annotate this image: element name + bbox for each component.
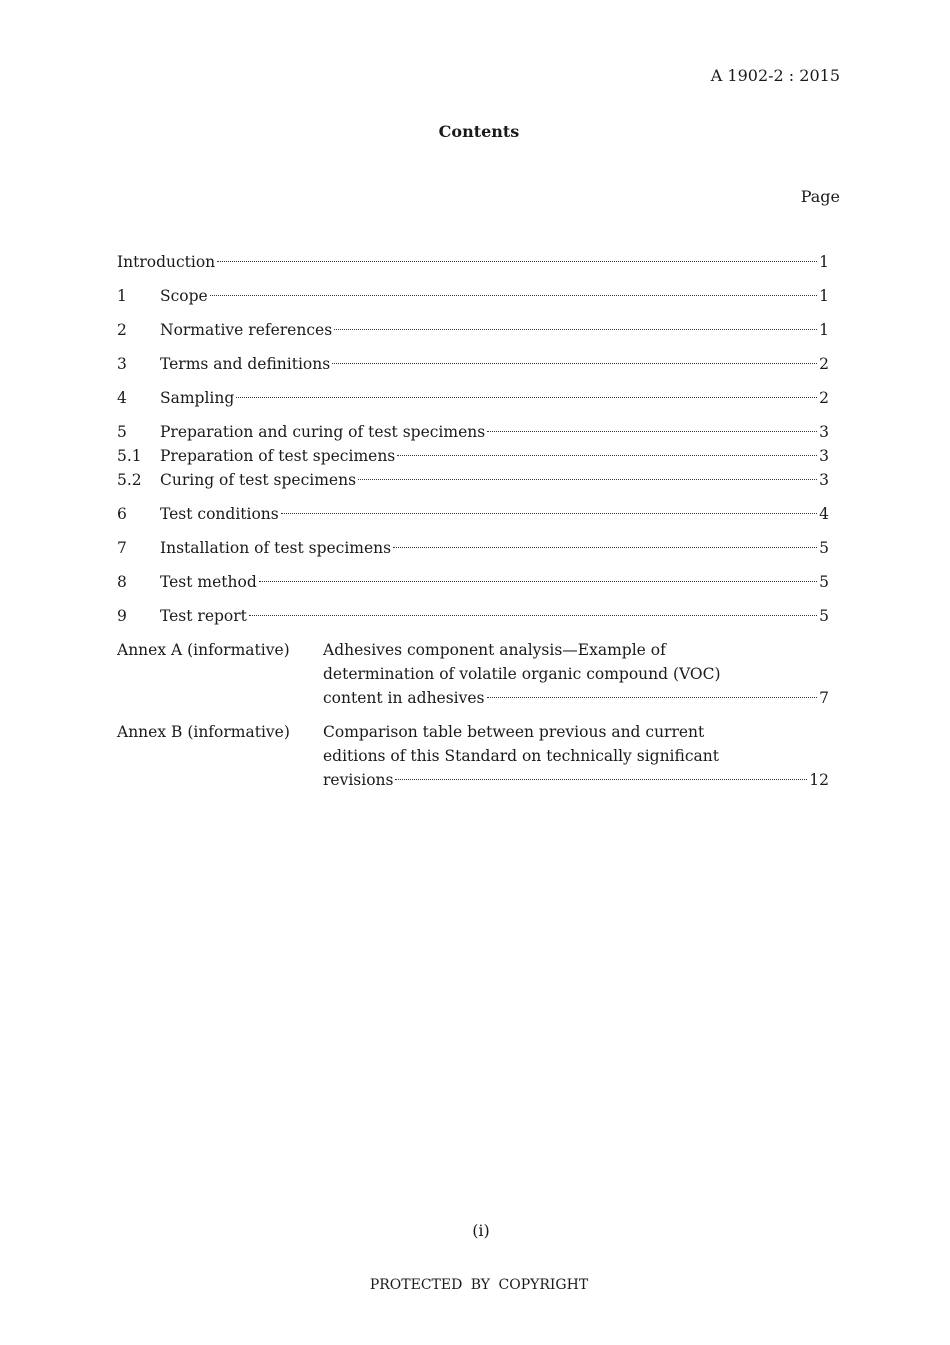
toc-entry-label: Test conditions [160, 505, 279, 523]
toc-entry-label: Normative references [160, 321, 333, 339]
dot-leader [395, 779, 807, 780]
toc-entry-number: 7 [117, 539, 127, 557]
toc-entry-label: Scope [160, 287, 208, 305]
toc-entry-number: 6 [117, 505, 127, 523]
annex-last-line [323, 686, 829, 710]
annex-description [323, 720, 829, 792]
toc-entry-label: Sampling [160, 389, 235, 407]
toc-entry-label: Test method [160, 573, 257, 591]
toc-entry-label: Installation of test specimens [160, 539, 392, 557]
toc-entry-scope[interactable] [117, 284, 829, 308]
toc-entry-page: 2 [819, 389, 829, 407]
annex-line: content in adhesives [323, 689, 485, 707]
toc-entry-number: 2 [117, 321, 127, 339]
dot-leader [281, 513, 817, 514]
page-column-label: Page [800, 187, 840, 206]
toc-entry-label: Preparation and curing of test specimens [160, 423, 486, 441]
toc-entry-page: 1 [819, 321, 829, 339]
annex-label: Annex A (informative) [117, 641, 290, 659]
toc-entry-label: Terms and definitions [160, 355, 331, 373]
page-title: Contents [438, 122, 520, 141]
toc-entry-installation-of-test-specimens[interactable] [117, 536, 829, 560]
annex-description [323, 638, 829, 710]
dot-leader [217, 261, 817, 262]
toc-entry-test-method[interactable] [117, 570, 829, 594]
toc-entry-preparation-of-test-specimens[interactable] [117, 444, 829, 468]
toc-entry-number: 4 [117, 389, 127, 407]
toc-entry-curing-of-test-specimens[interactable] [117, 468, 829, 492]
toc-entry-test-conditions[interactable] [117, 502, 829, 526]
toc-entry-label: Curing of test specimens [160, 471, 357, 489]
toc-entry-page: 1 [819, 287, 829, 305]
toc-entry-number: 9 [117, 607, 127, 625]
toc-entry-page: 12 [809, 771, 829, 789]
dot-leader [487, 431, 817, 432]
toc-entry-page: 5 [819, 539, 829, 557]
page-folio: (i) [472, 1221, 490, 1240]
annex-line: determination of volatile organic compound (VOC) [323, 665, 721, 683]
toc-entry-page: 4 [819, 505, 829, 523]
annex-line: revisions [323, 771, 394, 789]
toc-entry-annex-a[interactable] [117, 638, 829, 710]
toc-entry-terms-and-definitions[interactable] [117, 352, 829, 376]
toc-entry-label: Test report [160, 607, 247, 625]
toc-entry-number: 5 [117, 423, 127, 441]
toc-entry-page: 3 [819, 423, 829, 441]
toc-entry-page: 5 [819, 573, 829, 591]
dot-leader [487, 697, 818, 698]
dot-leader [397, 455, 817, 456]
annex-label: Annex B (informative) [117, 723, 290, 741]
table-of-contents [117, 250, 829, 792]
toc-entry-page: 7 [819, 689, 829, 707]
document-code: A 1902-2 : 2015 [710, 66, 840, 85]
toc-entry-normative-references[interactable] [117, 318, 829, 342]
toc-entry-test-report[interactable] [117, 604, 829, 628]
toc-entry-page: 5 [819, 607, 829, 625]
toc-entry-label: Introduction [117, 253, 216, 271]
toc-entry-annex-b[interactable] [117, 720, 829, 792]
toc-entry-page: 2 [819, 355, 829, 373]
dot-leader [358, 479, 817, 480]
dot-leader [236, 397, 817, 398]
toc-entry-number: 3 [117, 355, 127, 373]
dot-leader [393, 547, 817, 548]
copyright-notice: PROTECTED BY COPYRIGHT [369, 1277, 589, 1293]
annex-last-line [323, 768, 829, 792]
dot-leader [332, 363, 817, 364]
toc-entry-page: 3 [819, 447, 829, 465]
toc-entry-page: 1 [819, 253, 829, 271]
toc-entry-preparation-and-curing[interactable] [117, 420, 829, 444]
toc-entry-number: 5.2 [117, 471, 142, 489]
toc-entry-number: 1 [117, 287, 127, 305]
toc-entry-label: Preparation of test specimens [160, 447, 396, 465]
annex-line: Comparison table between previous and current [323, 723, 705, 741]
annex-line: Adhesives component analysis—Example of [323, 641, 666, 659]
dot-leader [259, 581, 817, 582]
toc-entry-number: 8 [117, 573, 127, 591]
toc-entry-page: 3 [819, 471, 829, 489]
toc-entry-sampling[interactable] [117, 386, 829, 410]
toc-entry-introduction[interactable] [117, 250, 829, 274]
dot-leader [334, 329, 817, 330]
dot-leader [249, 615, 817, 616]
toc-entry-number: 5.1 [117, 447, 142, 465]
dot-leader [210, 295, 817, 296]
annex-line: editions of this Standard on technically significant [323, 747, 719, 765]
